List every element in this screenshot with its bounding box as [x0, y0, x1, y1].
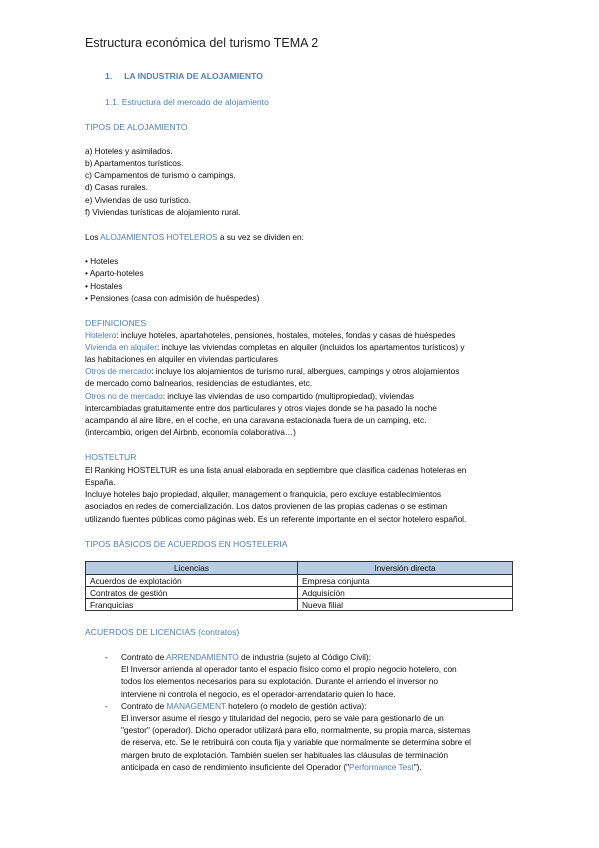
performance-post: "). [413, 762, 422, 772]
list-dash: - [105, 652, 108, 662]
definition-line: (intercambio, origen del Airbnb, economía colaborativa…) [85, 427, 296, 437]
definition-text: : incluye las viviendas de uso compartido (multipropiedad), viviendas [162, 391, 414, 401]
contract-highlight: MANAGEMENT [166, 701, 226, 711]
definition-line [85, 391, 414, 401]
contract-highlight: ARRENDAMIENTO [166, 652, 239, 662]
definition-term: Otros de mercado [85, 366, 152, 376]
section-heading-1-1: 1.1. Estructura del mercado de alojamiento [105, 97, 269, 107]
bullet-item: • Hostales [85, 281, 123, 291]
paragraph-line: asociados en redes de comercialización. Los datos provienen de las propias cadenas o se estiman [85, 501, 448, 511]
contract-title [121, 701, 366, 711]
table-cell: Nueva filial [298, 599, 513, 611]
table-cell: Franquicias [86, 599, 298, 611]
definition-term: Otros no de mercado [85, 391, 163, 401]
table-header-row [86, 562, 513, 575]
column-header-licencias: Licencias [86, 562, 298, 575]
paragraph-line: margen bruto de explotación. También suelen ser habituales las cláusulas de terminación [121, 750, 448, 760]
paragraph-line: interviene ni controla el negocio, es el operador-arrendatario quien lo hace. [121, 689, 396, 699]
table-cell: Contratos de gestión [86, 587, 298, 599]
table-cell: Empresa conjunta [298, 575, 513, 587]
paragraph-line: España. [85, 477, 116, 487]
contract-pre: Contrato de [121, 652, 167, 662]
definition-line [85, 330, 455, 340]
tipos-heading: TIPOS DE ALOJAMIENTO [85, 122, 188, 132]
table-row [86, 599, 513, 611]
list-item: e) Viviendas de uso turístico. [85, 195, 191, 205]
definition-text: : incluye los alojamientos de turismo rural, albergues, campings y otros alojamientos [151, 366, 460, 376]
contract-title [121, 652, 371, 662]
paragraph-line: Incluye hoteles bajo propiedad, alquiler, management o franquicia, pero excluye establecimientos [85, 489, 442, 499]
paragraph-line: de reserva, etc. Se le retribuirá con couta fija y variable que normalmente se determina sobre el [121, 737, 471, 747]
list-item: f) Viviendas turísticas de alojamiento rural. [85, 207, 241, 217]
bullet-item: • Pensiones (casa con admisión de huéspedes) [85, 293, 260, 303]
document-title: Estructura económica del turismo TEMA 2 [85, 36, 319, 50]
paragraph-line: El inversor asume el riesgo y titularidad del negocio, pero se vale para gestionarlo de un [121, 713, 444, 723]
list-dash: - [105, 701, 108, 711]
definition-line [85, 342, 464, 352]
list-item: a) Hoteles y asimilados. [85, 146, 173, 156]
acuerdos-heading: TIPOS BÁSICOS DE ACUERDOS EN HOSTELERIA [85, 539, 288, 549]
performance-pre: anticipada en caso de rendimiento insuficiente del Operador (" [121, 762, 349, 772]
table-cell: Adquisición [298, 587, 513, 599]
licencias-heading: ACUERDOS DE LICENCIAS (contratos) [85, 627, 240, 637]
definition-line: intercambiadas gratuitamente entre dos particulares y otros viajes donde se ha pasado la noche [85, 403, 437, 413]
contract-post: hotelero (o modelo de gestión activa): [225, 701, 367, 711]
definiciones-heading: DEFINICIONES [85, 318, 147, 328]
definition-term: Hotelero [85, 330, 117, 340]
paragraph-line: El Inversor arrienda al operador tanto el espacio físico como el propio negocio hotelero, con [121, 664, 457, 674]
definition-line: las habitaciones en alquiler en viviendas particulares [85, 354, 278, 364]
paragraph-line: utilizando fuentes públicas como páginas web. Es un referente importante en el sector hotelero español. [85, 514, 467, 524]
acuerdos-table [85, 561, 513, 611]
definition-text: : incluye las viviendas completas en alquiler (incluidos los apartamentos turísticos) y [156, 342, 465, 352]
paragraph-line: El Ranking HOSTELTUR es una lista anual elaborada en septiembre que clasifica cadenas hoteleras en [85, 465, 467, 475]
column-header-inversion: Inversión directa [298, 562, 513, 575]
table-cell: Acuerdos de explotación [86, 575, 298, 587]
definition-line: acampando al aire libre, en el coche, en una caravana estacionada fuera de un camping, etc. [85, 415, 427, 425]
hosteltur-heading: HOSTELTUR [85, 452, 137, 462]
alojamientos-post: a su vez se dividen en: [217, 232, 304, 242]
table-row [86, 575, 513, 587]
list-item: b) Apartamentos turísticos. [85, 158, 184, 168]
definition-line: de mercado como balnearios, residencias de estudiantes, etc. [85, 378, 312, 388]
section-heading-1: 1. LA INDUSTRIA DE ALOJAMIENTO [105, 71, 263, 81]
alojamientos-pre: Los [85, 232, 101, 242]
definition-line [85, 366, 459, 376]
paragraph-line: "gestor" (operador). Dicho operador utilizará para ello, normalmente, su propia marca, sistemas [121, 725, 471, 735]
definition-term: Vivienda en alquiler [85, 342, 157, 352]
table-row [86, 587, 513, 599]
bullet-item: • Hoteles [85, 256, 119, 266]
definition-text: : incluye hoteles, apartahoteles, pensiones, hostales, moteles, fondas y casas de huéspedes [116, 330, 456, 340]
paragraph-line [121, 762, 422, 772]
performance-test-highlight: Performance Test [349, 762, 414, 772]
alojamientos-highlight: ALOJAMIENTOS HOTELEROS [100, 232, 218, 242]
bullet-item: • Aparto-hoteles [85, 268, 144, 278]
contract-pre: Contrato de [121, 701, 167, 711]
list-item: d) Casas rurales. [85, 182, 148, 192]
paragraph-line: todos los elementos necesarios para su explotación. Durante el arriendo el inversor no [121, 676, 438, 686]
contract-post: de industria (sujeto al Código Civil): [238, 652, 371, 662]
alojamientos-intro [85, 232, 304, 242]
list-item: c) Campamentos de turismo o campings. [85, 170, 236, 180]
